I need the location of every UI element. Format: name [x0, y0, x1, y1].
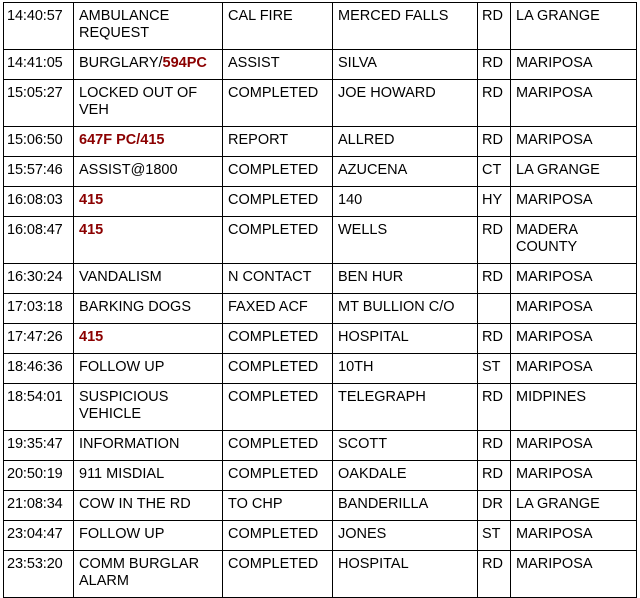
city-cell: LA GRANGE: [511, 157, 637, 187]
incident-type-cell: [74, 127, 223, 157]
incident-type-text: ASSIST@1800: [79, 162, 178, 178]
incident-type-text: FOLLOW UP: [79, 526, 165, 542]
city-cell: MARIPOSA: [511, 187, 637, 217]
incident-type-text: AMBULANCE REQUEST: [79, 8, 170, 41]
time-cell: 16:30:24: [4, 264, 74, 294]
table-row: [4, 354, 637, 384]
city-cell: MARIPOSA: [511, 551, 637, 598]
city-cell: MADERA COUNTY: [511, 217, 637, 264]
table-row: [4, 264, 637, 294]
time-cell: 17:47:26: [4, 324, 74, 354]
disposition-cell: N CONTACT: [223, 264, 333, 294]
incident-type-text: SUSPICIOUS VEHICLE: [79, 389, 169, 422]
city-cell: MARIPOSA: [511, 127, 637, 157]
time-cell: 18:54:01: [4, 384, 74, 431]
street-cell: JOE HOWARD: [333, 80, 478, 127]
disposition-cell: TO CHP: [223, 491, 333, 521]
disposition-cell: COMPLETED: [223, 187, 333, 217]
disposition-cell: COMPLETED: [223, 431, 333, 461]
table-row: [4, 551, 637, 598]
disposition-cell: COMPLETED: [223, 80, 333, 127]
table-row: [4, 50, 637, 80]
street-cell: 140: [333, 187, 478, 217]
table-row: [4, 3, 637, 50]
incident-type-cell: [74, 217, 223, 264]
time-cell: 23:04:47: [4, 521, 74, 551]
disposition-cell: COMPLETED: [223, 461, 333, 491]
city-cell: LA GRANGE: [511, 491, 637, 521]
disposition-cell: CAL FIRE: [223, 3, 333, 50]
street-cell: AZUCENA: [333, 157, 478, 187]
table-row: [4, 80, 637, 127]
incident-log-body: [4, 3, 637, 598]
incident-code-highlight: 415: [79, 222, 104, 238]
disposition-cell: REPORT: [223, 127, 333, 157]
table-row: [4, 431, 637, 461]
incident-code-highlight: 415: [79, 192, 104, 208]
incident-type-cell: [74, 461, 223, 491]
incident-type-text: BURGLARY/: [79, 55, 163, 71]
street-cell: JONES: [333, 521, 478, 551]
street-suffix-cell: RD: [478, 461, 511, 491]
street-cell: 10TH: [333, 354, 478, 384]
city-cell: MARIPOSA: [511, 431, 637, 461]
incident-log-table: [3, 2, 637, 598]
street-cell: OAKDALE: [333, 461, 478, 491]
table-row: [4, 187, 637, 217]
incident-type-text: COW IN THE RD: [79, 496, 191, 512]
street-suffix-cell: DR: [478, 491, 511, 521]
table-row: [4, 521, 637, 551]
disposition-cell: COMPLETED: [223, 324, 333, 354]
city-cell: MARIPOSA: [511, 80, 637, 127]
table-row: [4, 461, 637, 491]
incident-type-text: VANDALISM: [79, 269, 162, 285]
city-cell: MARIPOSA: [511, 294, 637, 324]
disposition-cell: FAXED ACF: [223, 294, 333, 324]
incident-type-text: COMM BURGLAR ALARM: [79, 556, 200, 589]
disposition-cell: COMPLETED: [223, 521, 333, 551]
table-row: [4, 157, 637, 187]
incident-code-highlight: 415: [79, 329, 104, 345]
time-cell: 16:08:47: [4, 217, 74, 264]
incident-type-cell: [74, 157, 223, 187]
street-suffix-cell: RD: [478, 384, 511, 431]
disposition-cell: COMPLETED: [223, 217, 333, 264]
street-cell: SCOTT: [333, 431, 478, 461]
table-row: [4, 491, 637, 521]
city-cell: MIDPINES: [511, 384, 637, 431]
incident-code-highlight: 647F PC/415: [79, 132, 165, 148]
street-suffix-cell: RD: [478, 217, 511, 264]
incident-type-cell: [74, 384, 223, 431]
incident-code-highlight: 594PC: [162, 55, 207, 71]
incident-type-cell: [74, 324, 223, 354]
incident-type-cell: [74, 354, 223, 384]
incident-type-cell: [74, 264, 223, 294]
incident-type-text: FOLLOW UP: [79, 359, 165, 375]
time-cell: 21:08:34: [4, 491, 74, 521]
street-suffix-cell: RD: [478, 264, 511, 294]
street-suffix-cell: RD: [478, 3, 511, 50]
time-cell: 15:05:27: [4, 80, 74, 127]
street-cell: ALLRED: [333, 127, 478, 157]
street-suffix-cell: ST: [478, 521, 511, 551]
city-cell: MARIPOSA: [511, 354, 637, 384]
disposition-cell: COMPLETED: [223, 384, 333, 431]
table-row: [4, 324, 637, 354]
incident-type-text: LOCKED OUT OF VEH: [79, 85, 198, 118]
street-suffix-cell: ST: [478, 354, 511, 384]
time-cell: 20:50:19: [4, 461, 74, 491]
table-row: [4, 384, 637, 431]
incident-type-text: 911 MISDIAL: [79, 466, 165, 482]
disposition-cell: COMPLETED: [223, 551, 333, 598]
street-suffix-cell: RD: [478, 80, 511, 127]
city-cell: MARIPOSA: [511, 461, 637, 491]
disposition-cell: ASSIST: [223, 50, 333, 80]
street-suffix-cell: [478, 294, 511, 324]
incident-type-text: INFORMATION: [79, 436, 180, 452]
street-suffix-cell: RD: [478, 324, 511, 354]
street-cell: HOSPITAL: [333, 324, 478, 354]
table-row: [4, 127, 637, 157]
city-cell: MARIPOSA: [511, 324, 637, 354]
disposition-cell: COMPLETED: [223, 354, 333, 384]
city-cell: MARIPOSA: [511, 264, 637, 294]
street-suffix-cell: RD: [478, 431, 511, 461]
street-suffix-cell: RD: [478, 50, 511, 80]
street-suffix-cell: HY: [478, 187, 511, 217]
table-row: [4, 217, 637, 264]
street-cell: SILVA: [333, 50, 478, 80]
table-row: [4, 294, 637, 324]
time-cell: 14:40:57: [4, 3, 74, 50]
time-cell: 15:06:50: [4, 127, 74, 157]
city-cell: MARIPOSA: [511, 521, 637, 551]
time-cell: 16:08:03: [4, 187, 74, 217]
street-cell: BANDERILLA: [333, 491, 478, 521]
time-cell: 18:46:36: [4, 354, 74, 384]
disposition-cell: COMPLETED: [223, 157, 333, 187]
incident-type-cell: [74, 50, 223, 80]
incident-type-cell: [74, 294, 223, 324]
time-cell: 19:35:47: [4, 431, 74, 461]
street-suffix-cell: RD: [478, 127, 511, 157]
city-cell: MARIPOSA: [511, 50, 637, 80]
street-cell: WELLS: [333, 217, 478, 264]
incident-type-cell: [74, 3, 223, 50]
incident-type-cell: [74, 431, 223, 461]
street-cell: MERCED FALLS: [333, 3, 478, 50]
incident-type-cell: [74, 187, 223, 217]
street-cell: HOSPITAL: [333, 551, 478, 598]
street-suffix-cell: RD: [478, 551, 511, 598]
street-suffix-cell: CT: [478, 157, 511, 187]
time-cell: 17:03:18: [4, 294, 74, 324]
incident-type-cell: [74, 551, 223, 598]
incident-type-cell: [74, 491, 223, 521]
time-cell: 14:41:05: [4, 50, 74, 80]
street-cell: BEN HUR: [333, 264, 478, 294]
street-cell: MT BULLION C/O: [333, 294, 478, 324]
city-cell: LA GRANGE: [511, 3, 637, 50]
time-cell: 23:53:20: [4, 551, 74, 598]
incident-type-cell: [74, 521, 223, 551]
street-cell: TELEGRAPH: [333, 384, 478, 431]
incident-type-text: BARKING DOGS: [79, 299, 191, 315]
incident-type-cell: [74, 80, 223, 127]
time-cell: 15:57:46: [4, 157, 74, 187]
